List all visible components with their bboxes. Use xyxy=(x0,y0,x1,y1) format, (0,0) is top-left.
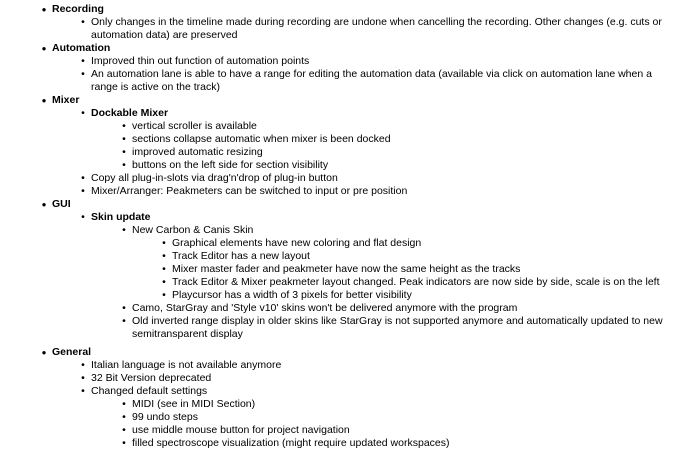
list-item-text: semitransparent display xyxy=(132,328,243,340)
bullet-icon: • xyxy=(81,185,85,197)
list-item-text: range is active on the track) xyxy=(91,81,220,93)
bullet-icon: • xyxy=(122,159,126,171)
list-item-text: General xyxy=(52,346,92,358)
list-item-text: Automation xyxy=(52,42,111,54)
list-item-text: Mixer/Arranger: Peakmeters can be switched to input or pre position xyxy=(91,185,408,197)
list-item-text: Improved thin out function of automation points xyxy=(91,55,310,67)
list-item-text: vertical scroller is available xyxy=(132,120,257,132)
bullet-icon: • xyxy=(122,437,126,449)
list-item-text: improved automatic resizing xyxy=(132,146,263,158)
list-item-text: automation data) are preserved xyxy=(91,29,238,41)
list-item-text: Dockable Mixer xyxy=(91,107,169,119)
list-item-text: Recording xyxy=(52,3,104,15)
list-item-text: Track Editor has a new layout xyxy=(172,250,310,262)
bullet-icon: • xyxy=(122,398,126,410)
bullet-icon: • xyxy=(81,68,85,80)
list-item-text: GUI xyxy=(52,198,71,210)
bullet-icon: • xyxy=(81,172,85,184)
bullet-icon: • xyxy=(81,211,85,223)
bullet-icon: ● xyxy=(41,200,47,209)
bullet-icon: • xyxy=(81,107,85,119)
bullet-icon: • xyxy=(81,359,85,371)
list-item-text: Italian language is not available anymore xyxy=(91,359,282,371)
list-item-text: Old inverted range display in older skins like StarGray is not supported anymore and automatically updated to new xyxy=(132,315,663,327)
bullet-icon: • xyxy=(81,372,85,384)
bullet-icon: • xyxy=(162,237,166,249)
bullet-icon: • xyxy=(162,289,166,301)
bullet-icon: • xyxy=(122,315,126,327)
bullet-icon: • xyxy=(81,385,85,397)
list-item-text: buttons on the left side for section visibility xyxy=(132,159,329,171)
bullet-icon: • xyxy=(162,250,166,262)
bullet-icon: • xyxy=(162,263,166,275)
list-item-text: Changed default settings xyxy=(91,385,208,397)
list-item-text: sections collapse automatic when mixer is been docked xyxy=(132,133,391,145)
list-item-text: An automation lane is able to have a range for editing the automation data (available via click on automation lane when a xyxy=(91,68,652,80)
bullet-icon: • xyxy=(122,411,126,423)
bullet-icon: • xyxy=(122,146,126,158)
list-item-text: Copy all plug-in-slots via drag'n'drop of plug-in button xyxy=(91,172,338,184)
list-item-text: 32 Bit Version deprecated xyxy=(91,372,212,384)
bullet-icon: • xyxy=(122,120,126,132)
list-item-text: 99 undo steps xyxy=(132,411,198,423)
list-item-text: Mixer master fader and peakmeter have now the same height as the tracks xyxy=(172,263,521,275)
bullet-icon: ● xyxy=(41,44,47,53)
list-item-text: MIDI (see in MIDI Section) xyxy=(132,398,256,410)
list-item-text: use middle mouse button for project navigation xyxy=(132,424,350,436)
bullet-icon: • xyxy=(81,55,85,67)
list-item-text: Track Editor & Mixer peakmeter layout changed. Peak indicators are now side by side, scale is on the left xyxy=(172,276,660,288)
list-item-text: Playcursor has a width of 3 pixels for better visibility xyxy=(172,289,412,301)
bullet-icon: • xyxy=(122,224,126,236)
bullet-icon: • xyxy=(122,302,126,314)
list-item-text: Graphical elements have new coloring and flat design xyxy=(172,237,422,249)
bullet-icon: • xyxy=(81,16,85,28)
bullet-icon: ● xyxy=(41,5,47,14)
list-item-text: Skin update xyxy=(91,211,151,223)
bullet-icon: • xyxy=(162,276,166,288)
bullet-icon: • xyxy=(122,424,126,436)
list-item-text: Camo, StarGray and 'Style v10' skins won't be delivered anymore with the program xyxy=(132,302,518,314)
list-item-text: New Carbon & Canis Skin xyxy=(132,224,254,236)
bullet-icon: ● xyxy=(41,96,47,105)
list-item-text: Only changes in the timeline made during recording are undone when cancelling the recording. Other changes (e.g. cuts or xyxy=(91,16,662,28)
bullet-icon: ● xyxy=(41,348,47,357)
list-item-text: Mixer xyxy=(52,94,80,106)
bullet-icon: • xyxy=(122,133,126,145)
list-item-text: filled spectroscope visualization (might require updated workspaces) xyxy=(132,437,450,449)
